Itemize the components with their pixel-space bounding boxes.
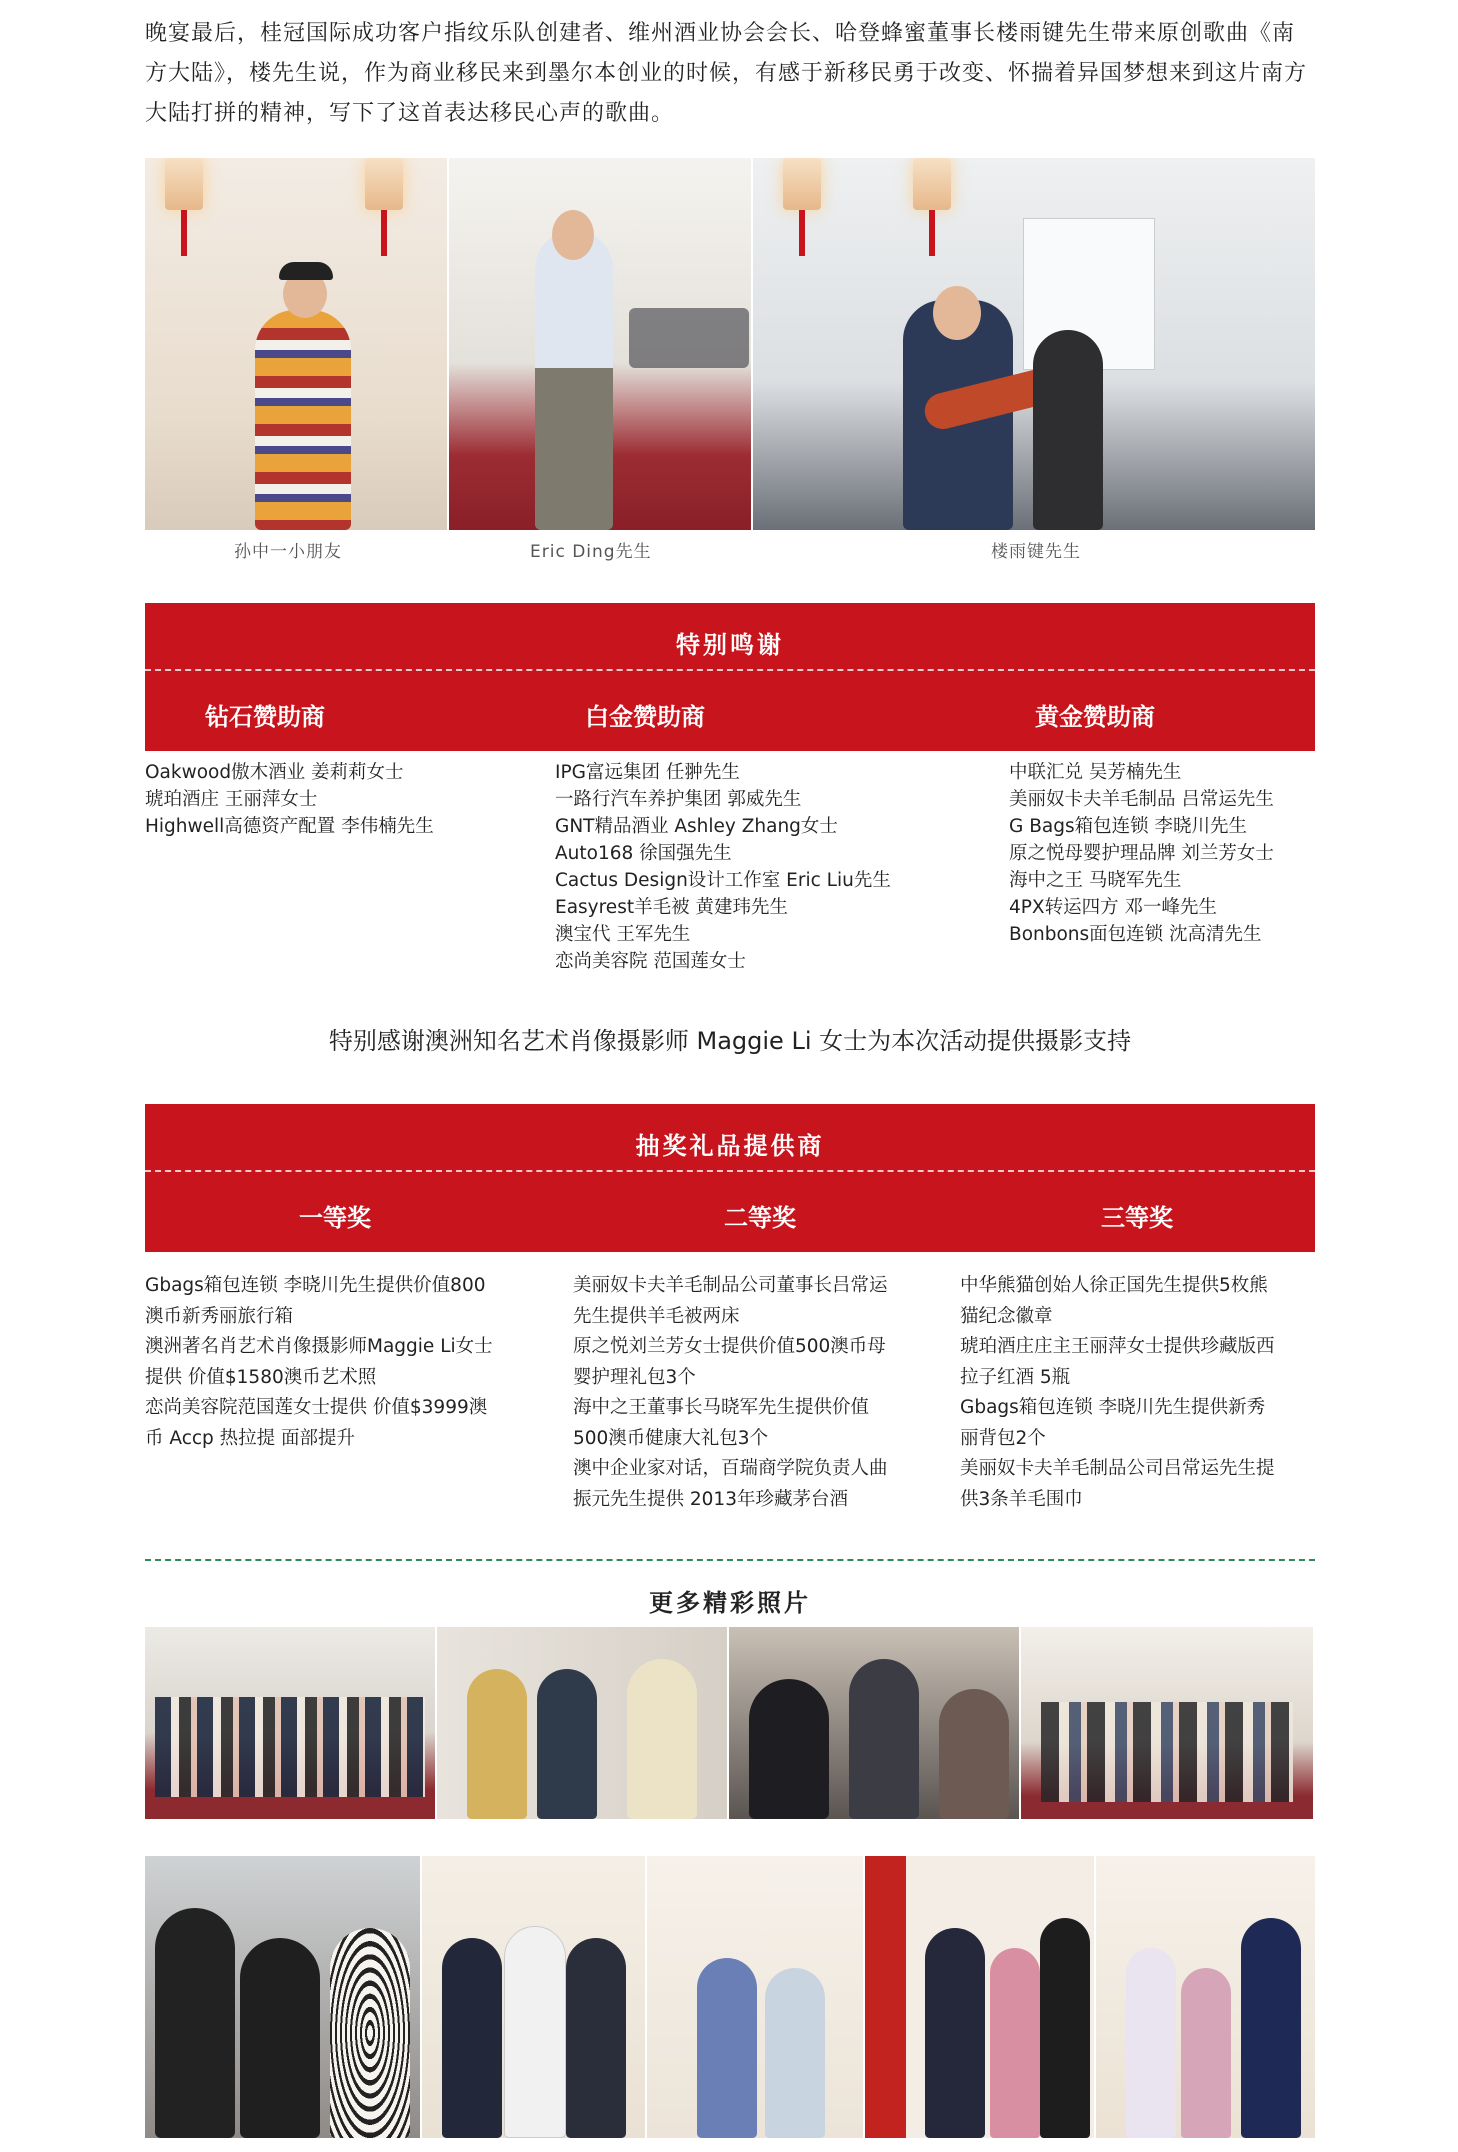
list-item: GNT精品酒业 Ashley Zhang女士 [555, 816, 838, 837]
list-item: Highwell高德资产配置 李伟楠先生 [145, 816, 434, 837]
list-item: 振元先生提供 2013年珍藏茅台酒 [573, 1488, 848, 1510]
gallery-row-2 [145, 1856, 1315, 2138]
platinum-heading: 白金赞助商 [585, 703, 705, 731]
list-item: 美丽奴卡夫羊毛制品公司吕常运先生提 [960, 1458, 1275, 1479]
platinum-sponsor-list [555, 759, 995, 975]
list-item: 丽背包2个 [960, 1427, 1046, 1449]
first-prize-heading: 一等奖 [299, 1204, 371, 1232]
caption-eric: Eric Ding先生 [530, 542, 652, 562]
gold-heading: 黄金赞助商 [1035, 703, 1155, 731]
diamond-heading: 钻石赞助商 [205, 703, 325, 731]
list-item: Bonbons面包连锁 沈高清先生 [1009, 924, 1262, 945]
list-item: 恋尚美容院 范国莲女士 [555, 951, 746, 972]
section-separator [145, 1559, 1315, 1561]
sponsors-title: 特别鸣谢 [676, 631, 784, 659]
list-item: 先生提供羊毛被两床 [573, 1305, 740, 1327]
list-item: 琥珀酒庄 王丽萍女士 [145, 789, 318, 810]
photo-lou-yujian [753, 158, 1315, 530]
list-item: 猫纪念徽章 [960, 1305, 1053, 1327]
list-item: 提供 价值$1580澳币艺术照 [145, 1366, 377, 1388]
prizes-banner [145, 1104, 1315, 1252]
gallery-photo-stage-group [1021, 1627, 1313, 1819]
gallery-photo-gentlemen [422, 1856, 646, 2138]
list-item: Gbags箱包连锁 李晓川先生提供价值800 [145, 1275, 486, 1296]
list-item: 原之悦母婴护理品牌 刘兰芳女士 [1009, 843, 1274, 864]
gallery-photo-backdrop-duo [647, 1856, 863, 2138]
list-item: Easyrest羊毛被 黄建玮先生 [555, 897, 788, 918]
list-item: 海中之王 马晓军先生 [1009, 870, 1182, 891]
more-photos-heading: 更多精彩照片 [649, 1589, 811, 1617]
list-item: Oakwood傲木酒业 姜莉莉女士 [145, 762, 404, 783]
photo-eric-ding [449, 158, 751, 530]
gallery-photo-group [145, 1627, 435, 1819]
caption-child: 孙中一小朋友 [234, 542, 342, 562]
list-item: 中华熊猫创始人徐正国先生提供5枚熊 [960, 1275, 1268, 1296]
banner-divider [145, 1170, 1315, 1172]
list-item: 澳洲著名肖艺术肖像摄影师Maggie Li女士 [145, 1336, 493, 1357]
photo-child-singer [145, 158, 447, 530]
list-item: 中联汇兑 吴芳楠先生 [1009, 762, 1182, 783]
list-item: 澳中企业家对话，百瑞商学院负责人曲 [573, 1458, 888, 1479]
diamond-sponsor-list [145, 759, 535, 840]
gallery-photo-three-ladies [145, 1856, 420, 2138]
list-item: 澳币新秀丽旅行箱 [145, 1305, 294, 1327]
gallery-photo-qipao [1096, 1856, 1315, 2138]
caption-lou: 楼雨键先生 [991, 542, 1081, 562]
intro-paragraph: 晚宴最后，桂冠国际成功客户指纹乐队创建者、维州酒业协会会长、哈登蜂蜜董事长楼雨键先生带来原创歌曲《南方大陆》，楼先生说，作为商业移民来到墨尔本创业的时候，有感于新移民勇于改变、怀揣着异国梦想来到这片南方大陆打拼的精神，写下了这首表达移民心声的歌曲。 [145, 21, 1308, 126]
list-item: 婴护理礼包3个 [573, 1366, 696, 1388]
third-prize-heading: 三等奖 [1101, 1204, 1173, 1232]
list-item: 500澳币健康大礼包3个 [573, 1427, 769, 1449]
second-prize-list [573, 1271, 943, 1515]
gallery-row-1 [145, 1627, 1315, 1819]
banner-divider [145, 669, 1315, 671]
sponsors-banner [145, 603, 1315, 751]
list-item: Cactus Design设计工作室 Eric Liu先生 [555, 870, 891, 891]
list-item: IPG富远集团 任翀先生 [555, 762, 740, 783]
prizes-title: 抽奖礼品提供商 [635, 1132, 825, 1160]
list-item: 币 Accp 热拉提 面部提升 [145, 1427, 356, 1449]
list-item: 恋尚美容院范国莲女士提供 价值$3999澳 [145, 1397, 488, 1418]
list-item: 澳宝代 王军先生 [555, 924, 691, 945]
list-item: 一路行汽车养护集团 郭威先生 [555, 789, 802, 810]
list-item: 美丽奴卡夫羊毛制品公司董事长吕常运 [573, 1275, 888, 1296]
list-item: 原之悦刘兰芳女士提供价值500澳币母 [573, 1336, 886, 1357]
third-prize-list [960, 1271, 1315, 1515]
list-item: G Bags箱包连锁 李晓川先生 [1009, 816, 1248, 837]
gold-sponsor-list [1009, 759, 1315, 948]
list-item: 4PX转运四方 邓一峰先生 [1009, 897, 1217, 918]
photographer-thanks: 特别感谢澳洲知名艺术肖像摄影师 Maggie Li 女士为本次活动提供摄影支持 [328, 1027, 1132, 1055]
gallery-photo-lion-dance [865, 1856, 1095, 2138]
list-item: 拉子红酒 5瓶 [960, 1366, 1071, 1388]
list-item: Gbags箱包连锁 李晓川先生提供新秀 [960, 1397, 1266, 1418]
second-prize-heading: 二等奖 [724, 1204, 796, 1232]
list-item: 美丽奴卡夫羊毛制品 吕常运先生 [1009, 789, 1274, 810]
performer-photos [145, 158, 1315, 530]
list-item: 海中之王董事长马晓军先生提供价值 [573, 1397, 870, 1418]
list-item: 琥珀酒庄庄主王丽萍女士提供珍藏版西 [960, 1336, 1275, 1357]
first-prize-list [145, 1271, 545, 1454]
gallery-photo-reception [729, 1627, 1019, 1819]
list-item: Auto168 徐国强先生 [555, 843, 732, 864]
list-item: 供3条羊毛围巾 [960, 1488, 1083, 1510]
gallery-photo-ladies [437, 1627, 727, 1819]
